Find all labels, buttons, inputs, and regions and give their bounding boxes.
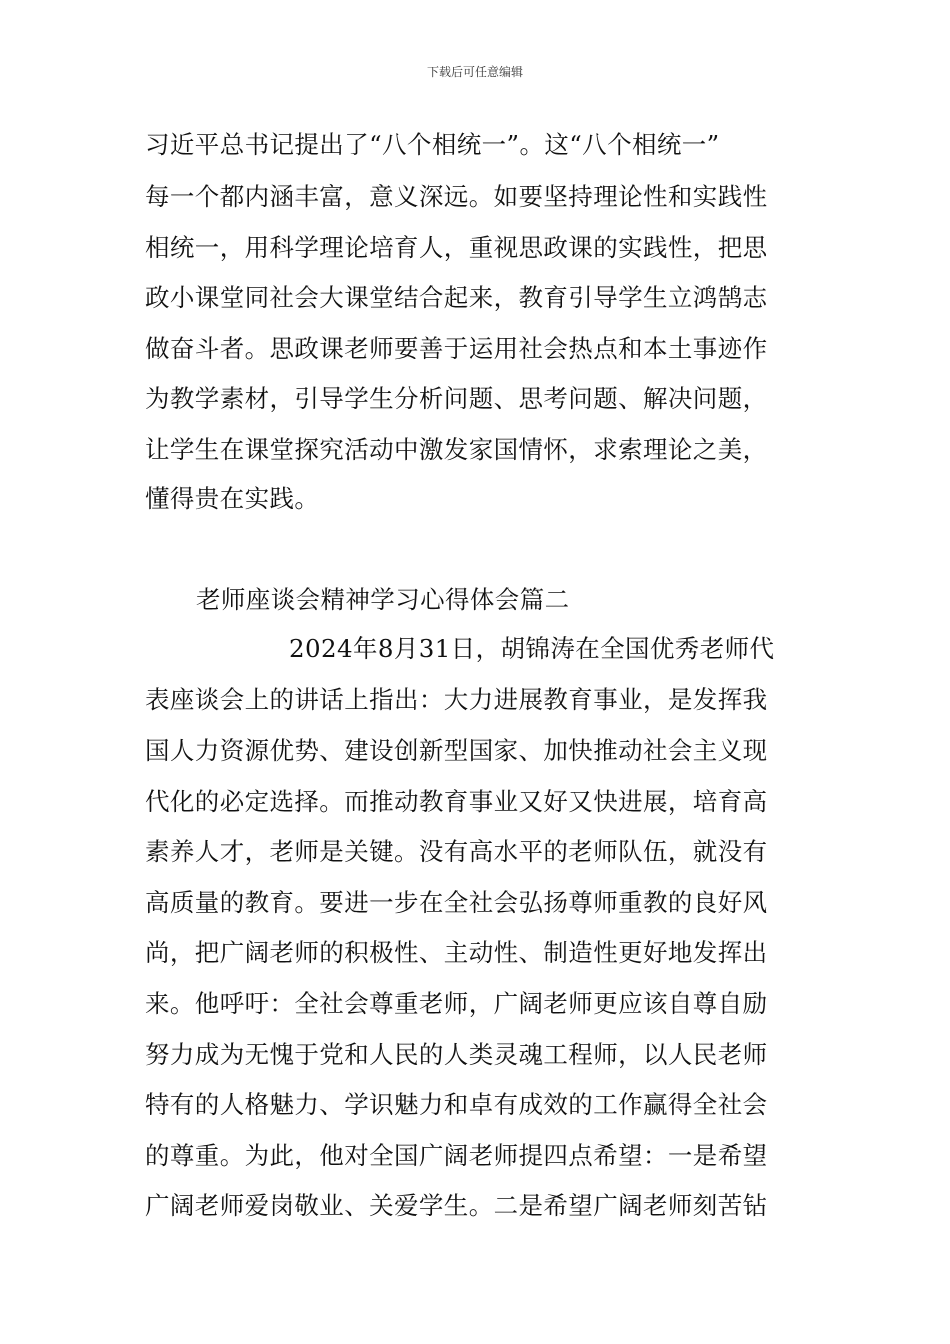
text-line: 让学生在课堂探究活动中激发家国情怀，求索理论之美， [145,435,768,464]
text-line: 国人力资源优势、建设创新型国家、加快推动社会主义现 [145,736,768,765]
section-heading: 老师座谈会精神学习心得体会篇二 [196,585,570,614]
page-header-note: 下载后可任意编辑 [426,65,523,79]
text-line: 素养人才，老师是关键。没有高水平的老师队伍，就没有 [145,837,768,866]
text-line: 做奋斗者。思政课老师要善于运用社会热点和本土事迹作 [145,334,768,363]
text-line: 相统一，用科学理论培育人，重视思政课的实践性，把思 [145,233,768,262]
text-line: 每一个都内涵丰富，意义深远。如要坚持理论性和实践性 [145,182,768,211]
text-line: 的尊重。为此，他对全国广阔老师提四点希望：一是希望 [145,1141,768,1170]
text-line: 特有的人格魅力、学识魅力和卓有成效的工作赢得全社会 [145,1090,768,1119]
text-line: 2024年8月31日，胡锦涛在全国优秀老师代 [289,634,775,663]
text-line: 尚，把广阔老师的积极性、主动性、制造性更好地发挥出 [145,938,768,967]
text-line: 努力成为无愧于党和人民的人类灵魂工程师，以人民老师 [145,1040,768,1069]
text-line: 高质量的教育。要进一步在全社会弘扬尊师重教的良好风 [145,888,768,917]
text-line: 习近平总书记提出了“八个相统一”。这“八个相统一” [145,130,720,159]
text-line: 为教学素材，引导学生分析问题、思考问题、解决问题， [145,384,768,413]
text-line: 广阔老师爱岗敬业、关爱学生。二是希望广阔老师刻苦钻 [145,1191,768,1220]
text-line: 懂得贵在实践。 [145,484,320,513]
text-line: 表座谈会上的讲话上指出：大力进展教育事业，是发挥我 [145,685,768,714]
text-line: 代化的必定选择。而推动教育事业又好又快进展，培育高 [145,787,768,816]
text-line: 政小课堂同社会大课堂结合起来，教育引导学生立鸿鹄志 [145,283,768,312]
text-line: 来。他呼吁：全社会尊重老师，广阔老师更应该自尊自励 [145,989,768,1018]
